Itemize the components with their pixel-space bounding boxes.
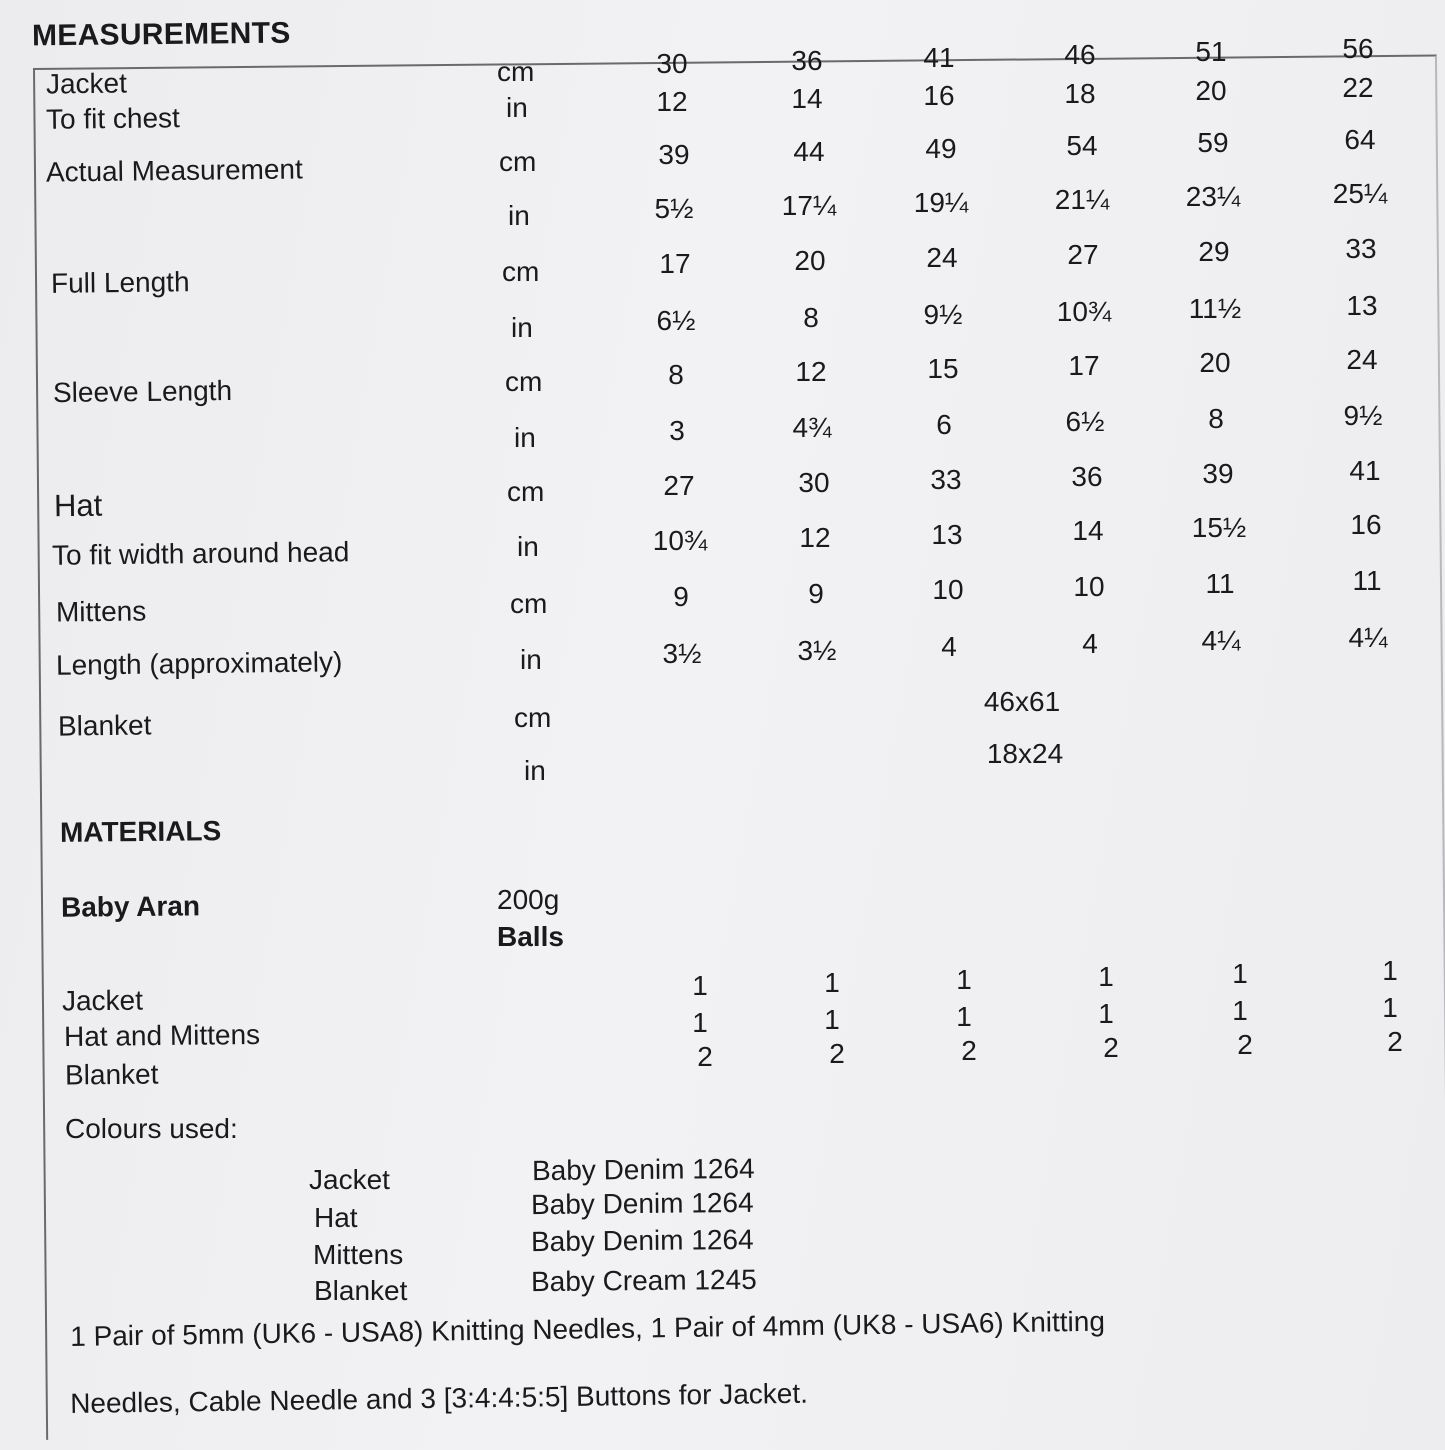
measurement-value: 44 bbox=[793, 136, 825, 167]
measurement-label: Mittens bbox=[55, 595, 147, 628]
measurement-value: 20 bbox=[794, 244, 826, 276]
measurement-value: 13 bbox=[931, 518, 963, 550]
measurement-label: Actual Measurement bbox=[45, 153, 303, 188]
measurement-value: 18x24 bbox=[986, 738, 1064, 769]
measurement-value: 17¼ bbox=[781, 190, 837, 221]
measurement-value: 56 bbox=[1342, 33, 1374, 64]
measurement-value: 59 bbox=[1197, 127, 1229, 158]
measurement-value: 3 bbox=[669, 415, 685, 446]
measurement-value: 54 bbox=[1066, 130, 1098, 161]
measurement-value: 9½ bbox=[1343, 399, 1383, 431]
material-value: 2 bbox=[829, 1037, 845, 1069]
measurement-value: 46 bbox=[1064, 39, 1096, 70]
measurement-value: 17 bbox=[1068, 350, 1100, 381]
measurement-value: 4¼ bbox=[1348, 621, 1388, 653]
colour-item: Jacket bbox=[309, 1164, 390, 1195]
material-value: 1 bbox=[692, 1007, 708, 1038]
material-value: 2 bbox=[1103, 1031, 1119, 1063]
measurement-value: 6 bbox=[936, 408, 952, 440]
measurement-value: 51 bbox=[1195, 36, 1227, 67]
measurement-label: Hat bbox=[53, 487, 103, 524]
colour-shade: Baby Cream 1245 bbox=[530, 1263, 757, 1298]
measurement-value: 27 bbox=[1067, 238, 1099, 270]
unit-label: cm bbox=[502, 256, 540, 287]
measurement-value: 3½ bbox=[797, 634, 837, 666]
measurement-value: 39 bbox=[658, 139, 690, 170]
needles-text: Needles, Cable Needle and 3 [3:4:4:5:5] Buttons for Jacket. bbox=[69, 1377, 809, 1419]
measurement-label: Jacket bbox=[45, 67, 128, 100]
measurement-value: 20 bbox=[1199, 347, 1231, 378]
material-value: 1 bbox=[1098, 997, 1114, 1029]
measurement-value: 11½ bbox=[1188, 292, 1242, 324]
unit-label: in bbox=[517, 531, 539, 562]
unit-label: cm bbox=[514, 702, 552, 733]
measurement-value: 8 bbox=[1208, 402, 1224, 434]
measurement-value: 15½ bbox=[1191, 512, 1247, 544]
measurement-value: 16 bbox=[923, 80, 955, 112]
colour-shade: Baby Denim 1264 bbox=[530, 1223, 754, 1258]
material-value: 2 bbox=[1237, 1028, 1253, 1060]
measurement-value: 41 bbox=[923, 42, 955, 73]
unit-label: in bbox=[514, 422, 536, 453]
measurement-value: 33 bbox=[930, 463, 962, 495]
needles-text: 1 Pair of 5mm (UK6 - USA8) Knitting Needles, 1 Pair of 4mm (UK8 - USA6) Knitting bbox=[69, 1305, 1106, 1352]
measurement-value: 21¼ bbox=[1054, 184, 1110, 215]
yarn-unit: Balls bbox=[497, 921, 564, 952]
measurement-value: 3½ bbox=[662, 638, 702, 669]
measurement-value: 19¼ bbox=[913, 187, 969, 218]
material-value: 1 bbox=[1098, 960, 1114, 992]
measurement-value: 23¼ bbox=[1185, 181, 1241, 212]
material-label: Hat and Mittens bbox=[63, 1018, 261, 1053]
colour-item: Hat bbox=[314, 1202, 358, 1233]
measurement-value: 5½ bbox=[654, 193, 694, 224]
measurement-value: 25¼ bbox=[1332, 178, 1388, 209]
material-value: 1 bbox=[956, 1000, 972, 1032]
measurement-value: 64 bbox=[1344, 124, 1376, 155]
measurement-value: 4 bbox=[1082, 628, 1098, 660]
material-value: 1 bbox=[1232, 994, 1248, 1026]
material-value: 2 bbox=[1387, 1025, 1403, 1057]
yarn-weight: 200g bbox=[497, 884, 560, 915]
measurement-value: 11 bbox=[1352, 564, 1382, 596]
unit-label: in bbox=[524, 755, 546, 786]
measurement-value: 33 bbox=[1345, 232, 1377, 264]
measurement-value: 16 bbox=[1350, 509, 1382, 540]
measurement-value: 12 bbox=[656, 86, 688, 117]
measurement-value: 18 bbox=[1064, 77, 1096, 109]
measurement-value: 15 bbox=[927, 353, 959, 384]
material-value: 1 bbox=[1382, 954, 1398, 986]
colour-item: Mittens bbox=[313, 1239, 404, 1270]
measurement-label: Blanket bbox=[57, 709, 152, 742]
measurement-value: 4¾ bbox=[792, 411, 832, 443]
material-value: 1 bbox=[692, 970, 708, 1001]
measurement-value: 10 bbox=[932, 574, 964, 606]
yarn-name: Baby Aran bbox=[60, 890, 201, 923]
measurement-value: 24 bbox=[926, 241, 958, 273]
measurement-value: 49 bbox=[925, 133, 957, 164]
measurement-label: Full Length bbox=[50, 266, 190, 299]
measurement-value: 12 bbox=[799, 521, 831, 553]
measurement-value: 22 bbox=[1342, 72, 1374, 103]
measurement-value: 6½ bbox=[1065, 405, 1105, 437]
measurement-value: 20 bbox=[1195, 74, 1227, 106]
colour-item: Blanket bbox=[314, 1275, 408, 1306]
measurement-value: 13 bbox=[1346, 289, 1378, 321]
measurement-value: 9 bbox=[673, 581, 689, 612]
measurement-value: 8 bbox=[803, 301, 819, 333]
measurement-value: 14 bbox=[1072, 515, 1104, 547]
measurement-label: To fit chest bbox=[45, 102, 181, 135]
measurement-value: 6½ bbox=[656, 305, 696, 336]
unit-label: cm bbox=[497, 56, 535, 87]
measurement-value: 30 bbox=[656, 48, 688, 79]
colour-shade: Baby Denim 1264 bbox=[530, 1186, 754, 1221]
material-value: 1 bbox=[1232, 957, 1248, 989]
colours-heading: Colours used: bbox=[65, 1113, 238, 1144]
measurement-value: 29 bbox=[1198, 235, 1230, 267]
measurement-value: 17 bbox=[659, 248, 691, 279]
unit-label: cm bbox=[505, 366, 543, 397]
measurement-value: 4 bbox=[941, 631, 957, 663]
unit-label: cm bbox=[510, 588, 548, 619]
measurement-value: 10¾ bbox=[652, 525, 708, 556]
material-value: 1 bbox=[824, 1003, 840, 1035]
unit-label: cm bbox=[507, 476, 545, 507]
measurement-label: Length (approximately) bbox=[55, 646, 343, 681]
measurement-label: To fit width around head bbox=[51, 536, 350, 571]
material-value: 2 bbox=[961, 1034, 977, 1066]
measurements-heading: MEASUREMENTS bbox=[31, 16, 291, 53]
unit-label: in bbox=[511, 312, 533, 343]
materials-heading: MATERIALS bbox=[59, 815, 222, 848]
material-value: 1 bbox=[956, 963, 972, 995]
unit-label: in bbox=[506, 92, 528, 123]
measurement-value: 9½ bbox=[923, 298, 963, 330]
measurement-value: 41 bbox=[1349, 454, 1381, 486]
material-label: Jacket bbox=[61, 984, 144, 1017]
measurement-value: 36 bbox=[1071, 460, 1103, 492]
measurement-value: 27 bbox=[663, 470, 695, 501]
measurement-value: 8 bbox=[668, 359, 684, 390]
unit-label: in bbox=[508, 200, 530, 231]
measurement-value: 10 bbox=[1073, 571, 1105, 603]
measurement-value: 14 bbox=[791, 83, 823, 115]
unit-label: cm bbox=[499, 146, 537, 177]
material-value: 2 bbox=[697, 1041, 713, 1072]
measurement-value: 36 bbox=[791, 45, 823, 76]
material-value: 1 bbox=[824, 966, 840, 998]
material-value: 1 bbox=[1382, 991, 1398, 1023]
measurement-value: 30 bbox=[798, 466, 830, 498]
measurement-value: 24 bbox=[1346, 344, 1378, 375]
measurement-label: Sleeve Length bbox=[52, 374, 233, 409]
measurement-value: 9 bbox=[808, 577, 824, 609]
measurement-value: 46x61 bbox=[983, 686, 1061, 717]
unit-label: in bbox=[520, 644, 542, 675]
measurement-value: 10¾ bbox=[1056, 295, 1112, 327]
material-label: Blanket bbox=[64, 1058, 159, 1091]
measurement-value: 39 bbox=[1202, 457, 1234, 489]
measurement-value: 4¼ bbox=[1201, 624, 1241, 656]
measurement-value: 11 bbox=[1205, 567, 1235, 599]
measurement-value: 12 bbox=[795, 356, 827, 387]
colour-shade: Baby Denim 1264 bbox=[531, 1152, 755, 1187]
